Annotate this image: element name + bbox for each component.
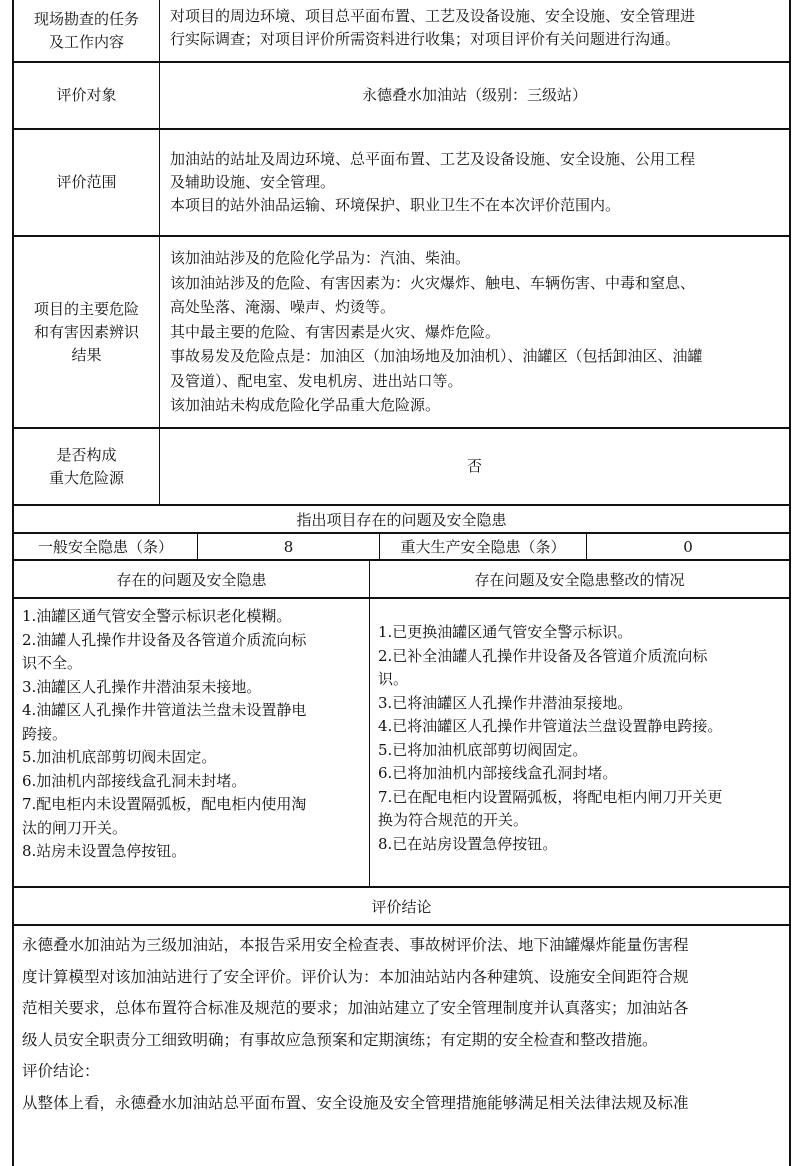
list-item: 5.加油机底部剪切阀未固定。 (22, 748, 217, 766)
list-item: 2.油罐人孔操作井设备及各管道介质流向标 (22, 630, 307, 649)
list-item: 3.油罐区人孔操作井潜油泵未接地。 (22, 677, 262, 696)
text-line: 永德叠水加油站（级别：三级站） (361, 86, 587, 104)
row-label-line: 重大危险源 (48, 468, 124, 487)
row-evaluation-object (12, 63, 791, 130)
list-item: 4.已将油罐区人孔操作井管道法兰盘设置静电跨接。 (378, 717, 723, 735)
row-value (160, 429, 789, 504)
text-line: 及管道）、配电室、发电机房、进出站口等。 (170, 371, 463, 390)
issues-title-row (12, 506, 791, 534)
list-item: 1.油罐区通气管安全警示标识老化模糊。 (22, 607, 292, 625)
text-line: 该加油站未构成危险化学品重大危险源。 (170, 396, 441, 415)
row-label (14, 130, 160, 235)
text-line: 其中最主要的危险、有害因素是火灾、爆炸危险。 (170, 322, 501, 341)
paragraph-line: 从整体上看，永德叠水加油站总平面布置、安全设施及安全管理措施能够满足相关法律法规及标准 (22, 1093, 689, 1112)
row-label-line: 现场勘查的任务 (33, 9, 139, 28)
list-item: 6.加油机内部接线盒孔洞未封堵。 (22, 771, 247, 790)
text-line: 对项目的周边环境、项目总平面布置、工艺及设备设施、安全设施、安全管理进 (170, 7, 696, 25)
row-label (14, 63, 160, 128)
text-line: 本项目的站外油品运输、环境保护、职业卫生不在本次评价范围内。 (170, 196, 621, 214)
issues-header-right: 存在问题及安全隐患整改的情况 (474, 570, 685, 589)
row-value (160, 0, 789, 61)
row-label-line: 结果 (71, 345, 102, 364)
row-label (14, 237, 160, 427)
row-label-line: 评价对象 (56, 86, 117, 104)
list-item: 识。 (378, 670, 409, 688)
issues-header-left: 存在的问题及安全隐患 (14, 561, 370, 597)
text-line: 否 (466, 457, 482, 475)
text-line: 行实际调查；对项目评价所需资料进行收集；对项目评价有关问题进行沟通。 (170, 30, 681, 48)
list-item: 跨接。 (22, 724, 68, 743)
list-item: 4.油罐区人孔操作井管道法兰盘未设置静电 (22, 701, 307, 719)
text-line: 高处坠落、淹溺、噪声、灼烫等。 (170, 298, 396, 317)
row-hazard-identification (12, 237, 791, 429)
issues-list-left (14, 599, 370, 886)
issues-lists-row (12, 599, 791, 888)
text-line: 该加油站涉及的危险化学品为：汽油、柴油。 (170, 249, 471, 268)
issues-header-row (12, 561, 791, 599)
list-item: 汰的闸刀开关。 (22, 818, 128, 837)
hazard-counts-row (12, 534, 791, 561)
row-value (160, 237, 789, 427)
conclusion-paragraph (14, 926, 789, 1119)
general-hazard-label: 一般安全隐患（条） (14, 534, 198, 559)
issues-list-right (370, 599, 789, 886)
text-line: 加油站的站址及周边环境、总平面布置、工艺及设备设施、安全设施、公用工程 (170, 150, 696, 168)
list-item: 3.已将油罐区人孔操作井潜油泵接地。 (378, 693, 633, 712)
text-line: 事故易发及危险点是：加油区（加油场地及加油机）、油罐区（包括卸油区、油罐 (170, 347, 703, 366)
row-label (14, 0, 160, 61)
text-line: 该加油站涉及的危险、有害因素为：火灾爆炸、触电、车辆伤害、中毒和窒息、 (170, 273, 696, 292)
list-item: 8.已在站房设置急停按钮。 (378, 834, 558, 853)
major-hazard-label: 重大生产安全隐患（条） (380, 534, 587, 559)
list-item: 识不全。 (22, 654, 83, 672)
row-label-line: 和有害因素辨识 (33, 322, 139, 341)
list-item: 6.已将加油机内部接线盒孔洞封堵。 (378, 764, 618, 782)
row-label-line: 评价范围 (56, 173, 117, 191)
list-item: 1.已更换油罐区通气管安全警示标识。 (378, 623, 633, 641)
row-survey-tasks (12, 0, 791, 63)
row-label-line: 项目的主要危险 (33, 299, 139, 318)
row-label (14, 429, 160, 504)
paragraph-line: 评价结论： (22, 1062, 100, 1080)
conclusion-body-row (12, 926, 791, 1166)
list-item: 5.已将加油机底部剪切阀固定。 (378, 740, 588, 759)
list-item: 2.已补全油罐人孔操作井设备及各管道介质流向标 (378, 646, 708, 665)
evaluation-report-table (12, 0, 791, 1157)
paragraph-line: 范相关要求，总体布置符合标准及规范的要求；加油站建立了安全管理制度并认真落实；加油站各 (22, 999, 689, 1017)
list-item: 7.已在配电柜内设置隔弧板，将配电柜内闸刀开关更 (378, 787, 723, 806)
list-item: 8.站房未设置急停按钮。 (22, 842, 187, 860)
row-value (160, 130, 789, 235)
row-evaluation-scope (12, 130, 791, 237)
row-value (160, 63, 789, 128)
list-item: 7.配电柜内未设置隔弧板，配电柜内使用淘 (22, 795, 307, 813)
row-label-line: 是否构成 (56, 445, 117, 464)
paragraph-line: 度计算模型对该加油站进行了安全评价。评价认为：本加油站站内各种建筑、设施安全间距符合规 (22, 967, 689, 986)
general-hazard-value: 8 (198, 534, 380, 559)
list-item: 换为符合规范的开关。 (378, 811, 529, 829)
issues-title: 指出项目存在的问题及安全隐患 (296, 510, 507, 529)
text-line: 及辅助设施、安全管理。 (170, 173, 336, 191)
paragraph-line: 级人员安全职责分工细致明确；有事故应急预案和定期演练；有定期的安全检查和整改措施。 (22, 1030, 658, 1049)
row-label-line: 及工作内容 (48, 32, 124, 51)
major-hazard-value: 0 (683, 537, 693, 556)
conclusion-title-row (12, 888, 791, 926)
row-major-hazard (12, 429, 791, 506)
paragraph-line: 永德叠水加油站为三级加油站，本报告采用安全检查表、事故树评价法、地下油罐爆炸能量伤害程 (22, 936, 689, 954)
conclusion-title: 评价结论 (371, 897, 432, 916)
